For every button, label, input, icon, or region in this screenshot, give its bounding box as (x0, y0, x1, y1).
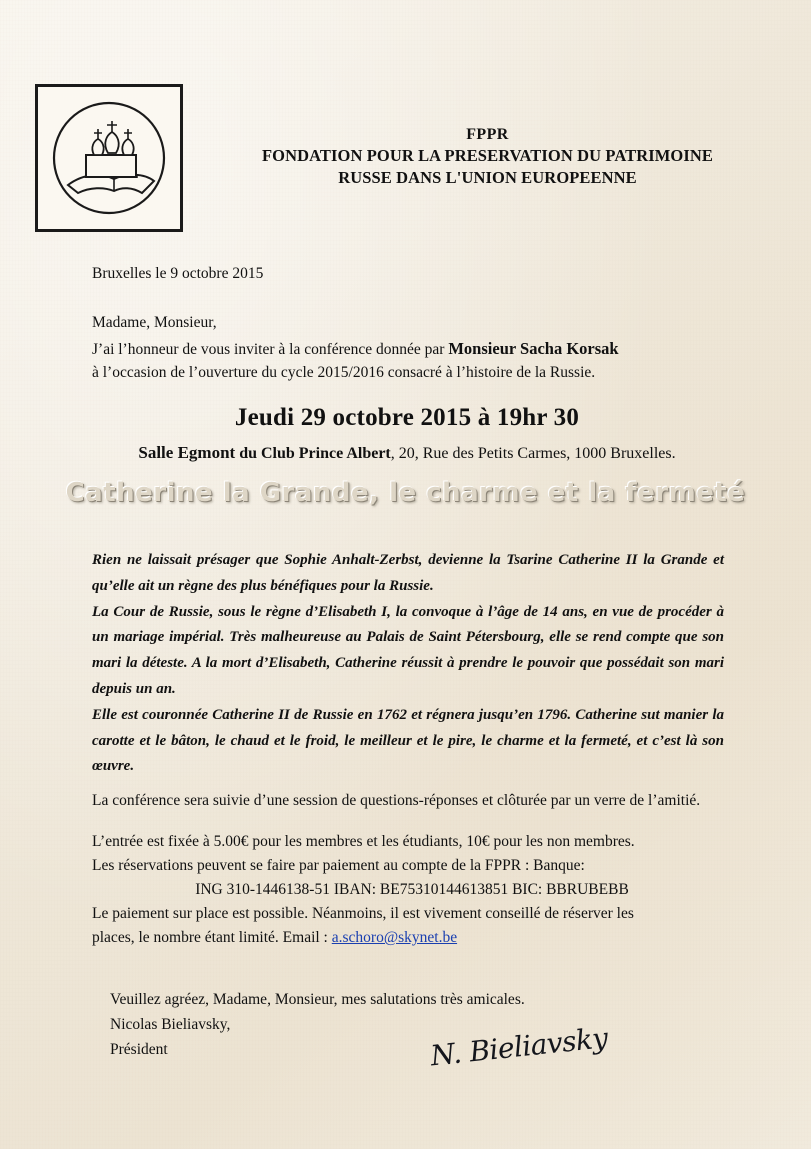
venue-address: , 20, Rue des Petits Carmes, 1000 Bruxelles. (390, 445, 676, 462)
practical-information (92, 789, 722, 950)
salutation: Madame, Monsieur, (92, 314, 217, 332)
synopsis-paragraph: Elle est couronnée Catherine II de Russie en 1762 et régnera jusqu’en 1796. Catherine sut manier la carotte et le bâton, le chaud et le froid, le meilleur et le pire, le charme et la fermeté, et c’est là son œuvre. (92, 706, 724, 775)
letter-body (92, 262, 722, 472)
onsite-payment-note: Le paiement sur place est possible. Néanmoins, il est vivement conseillé de réserver les (92, 905, 634, 923)
invitation-line (92, 337, 722, 362)
venue-club: du Club Prince Albert (235, 445, 391, 462)
contact-prefix: places, le nombre étant limité. Email : (92, 929, 332, 947)
org-acronym: FPPR (466, 126, 509, 143)
invitation-prefix: J’ai l’honneur de vous inviter à la conférence donnée par (92, 340, 449, 358)
org-name-line-1: FONDATION POUR LA PRESERVATION DU PATRIMOINE (261, 146, 714, 166)
event-venue (92, 440, 722, 466)
letterhead (35, 84, 775, 234)
organization-title (200, 124, 775, 189)
org-name-line-2: RUSSE DANS L'UNION EUROPEENNE (338, 167, 637, 187)
signer-title: Président (110, 1040, 168, 1058)
price-note: L’entrée est fixée à 5.00€ pour les membres et les étudiants, 10€ pour les non membres. (92, 833, 635, 851)
contact-line (92, 926, 722, 950)
bank-details: ING 310-1446138-51 IBAN: BE75310144613851 BIC: BBRUBEBB (195, 881, 629, 899)
church-logo-icon (44, 93, 174, 223)
talk-title: Catherine la Grande, le charme et la fermeté (65, 478, 746, 508)
handwritten-signature: N. Bieliavsky (428, 1021, 610, 1073)
reservation-note: Les réservations peuvent se faire par paiement au compte de la FPPR : Banque: (92, 857, 585, 875)
email-link[interactable]: a.schoro@skynet.be (331, 929, 458, 947)
talk-synopsis (92, 548, 724, 780)
synopsis-paragraph: La Cour de Russie, sous le règne d’Elisabeth I, la convoque à l’âge de 14 ans, en vue de procéder à un mariage impérial. Très malheureuse au Palais de Saint Pétersbourg, elle se rend compte que son mari la déteste. A la mort d’Elisabeth, Catherine réussit à prendre le pouvoir que possédait son mari depuis un an. (92, 603, 724, 697)
invitation-second-line: à l’occasion de l’ouverture du cycle 2015/2016 consacré à l’histoire de la Russie. (92, 364, 596, 382)
speaker-name: Monsieur Sacha Korsak (448, 338, 619, 358)
venue-name: Salle Egmont (138, 443, 236, 462)
fppr-logo (35, 84, 183, 232)
place-and-date: Bruxelles le 9 octobre 2015 (92, 265, 264, 282)
synopsis-paragraph: Rien ne laissait présager que Sophie Anhalt-Zerbst, devienne la Tsarine Catherine II la Grande et qu’elle ait un règne des plus bénéfiques pour la Russie. (92, 552, 724, 594)
event-datetime: Jeudi 29 octobre 2015 à 19hr 30 (234, 403, 580, 431)
closing-line: Veuillez agréez, Madame, Monsieur, mes salutations très amicales. (110, 991, 525, 1008)
signer-name: Nicolas Bieliavsky, (110, 1015, 231, 1033)
followup-note: La conférence sera suivie d’une session de questions-réponses et clôturée par un verre de l’amitié. (92, 792, 701, 809)
